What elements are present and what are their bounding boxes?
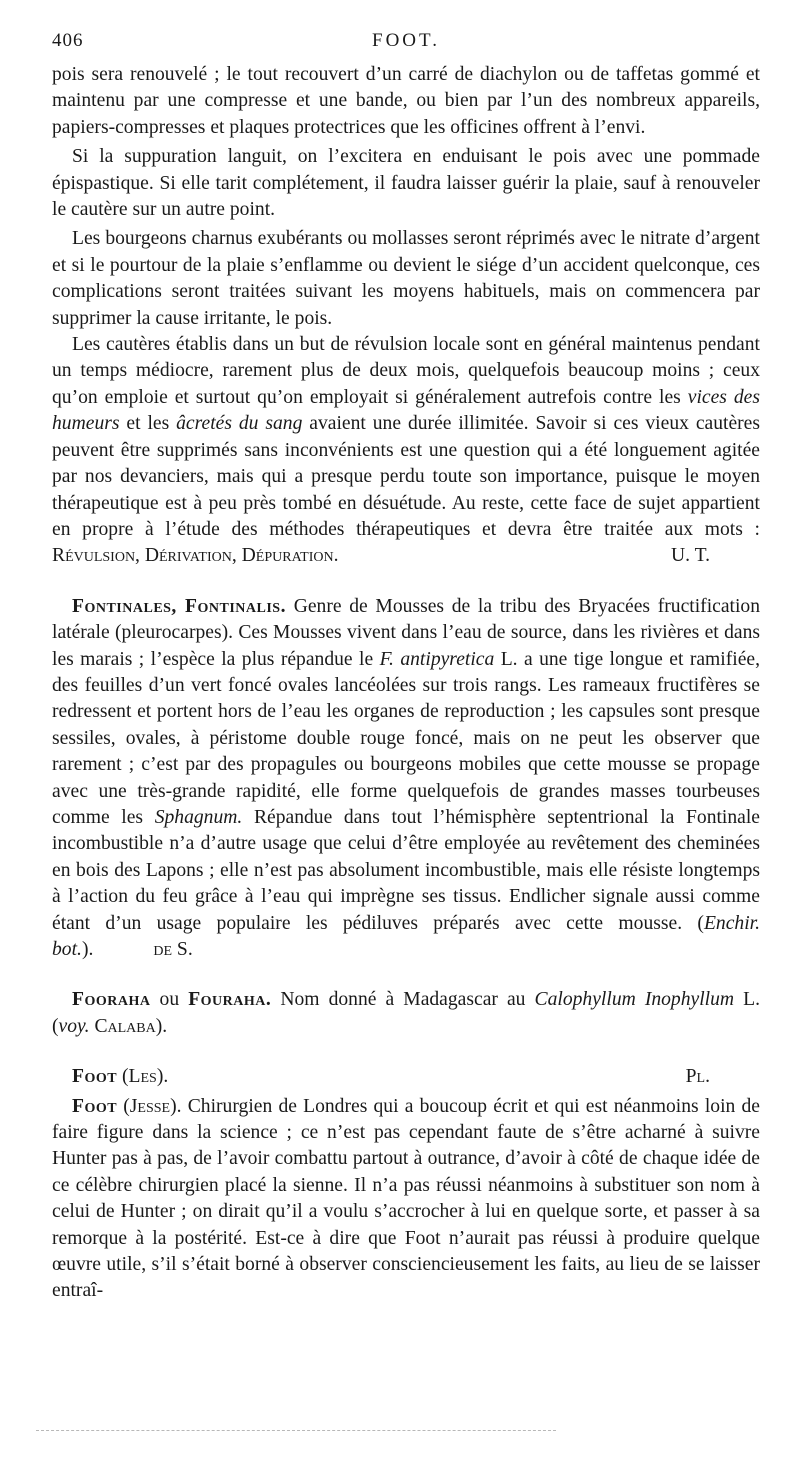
- paragraph-cauteres: [52, 332, 760, 570]
- page-body: [52, 62, 760, 1305]
- entry-fooraha: [52, 987, 760, 1040]
- page-header: [52, 30, 760, 60]
- italic-phrase: Sphagnum.: [154, 806, 243, 828]
- paragraph-continued: [52, 62, 760, 141]
- entry-foot-jesse: [52, 1094, 760, 1305]
- entry-text: Nom donné à Madagascar au: [280, 989, 526, 1011]
- entry-headword-variant: Fouraha.: [188, 989, 272, 1011]
- author-signature: U. T.: [670, 545, 710, 567]
- cross-references: Révulsion, Dérivation, Dépuration.: [52, 545, 339, 567]
- paragraph-text: Les cautères établis dans un but de révulsion locale sont en général maintenus pendant un temps médiocre, rarement plus de deux mois, quelquefois beaucoup moins ; ceux qu’on emploie et surtout qu’on employait si généralement autrefois contre les: [52, 334, 760, 408]
- page-number: 406: [52, 30, 84, 51]
- paragraph-suppuration: [52, 144, 760, 223]
- paragraph-text: Les bourgeons charnus exubérants ou mollasses seront réprimés avec le nitrate d’argent et si le pourtour de la plaie s’enflamme ou devient le siége d’un accident quelconque, ces complications seront traitées suivant les moyens habituels, mais on commencera par supprimer la cause irritante, le pois.: [52, 228, 760, 329]
- entry-text: Répandue dans tout l’hémisphère septentrional la Fontinale incombustible n’a d’autre usage que celui d’être employée au revêtement des cheminées en bois des Lapons ; elle n’est pas absolument incombustible, mais elle résiste longtemps à l’action du feu grâce à l’eau qui imprègne ses tissus. Endlicher signale aussi comme étant d’un usage populaire les pédiluves préparés avec cette mousse. (: [52, 806, 761, 934]
- entry-text: Genre de Mousses de la tribu des Bryacées fructification latérale (pleurocarpes). Ces Mousses vivent dans l’eau de source, dans les rivières et dans les marais ; l’espèce la plus répandue le: [52, 595, 761, 670]
- entry-headword: Fontinales, Fontinalis.: [72, 595, 286, 617]
- paragraph-text: avaient une durée illimitée. Savoir si ces vieux cautères peuvent être supprimés sans inconvénients est une question qui a été longuement agitée par nos devanciers, mais qui a presque perdu toute son importance, puisque le moyen thérapeutique est à peu près tombé en désuétude. Au reste, cette face de sujet appartient en propre à l’étude des méthodes thérapeutiques et devra être traitée aux mots :: [52, 413, 760, 540]
- paragraph-text: Si la suppuration languit, on l’excitera en enduisant le pois avec une pommade épispastique. Si elle tarit complétement, il faudra laisser guérir la plaie, sauf à renouveler le cautère sur un autre point.: [52, 146, 760, 221]
- italic-phrase: F. antipyretica: [379, 648, 495, 670]
- italic-phrase: âcretés du sang: [176, 413, 303, 435]
- entry-text: Chirurgien de Londres qui a boucoup écrit et qui est néanmoins loin de faire figure dans la science ; ce n’est pas cependant faute de s’être acharné à suivre Hunter pas à pas, de l’avoir combattu partout à outrance, d’avoir à côté de chaque idée de ce célèbre chirurgien placé la sienne. Il n’a pas réussi néanmoins à substituer son nom à celui de Hunter ; on dirait qu’il a voulu s’accrocher à lui en quelque sorte, et passer à sa remorque à la postérité. Est-ce à dire que Foot n’aurait pas réussi à produire quelque œuvre utile, s’il s’était borné à observer consciencieusement les faits, au lieu de se laisser entraî-: [52, 1095, 760, 1302]
- running-head: FOOT.: [372, 30, 440, 51]
- entry-text: L. a une tige longue et ramifiée, des feuilles d’un vert foncé ovales lancéolées sur trois rangs. Les rameaux fructifères se redressent et portent hors de l’eau les organes de reproduction ; les capsules sont presque sessiles, ovales, à péristome double rouge foncé, mais on ne peut les observer que rarement ; c’est par des propagules ou bourgeons mobiles que cette mousse se propage avec une très-grande rapidité, elle forme quelquefois de grandes masses tourbeuses comme les: [52, 648, 760, 828]
- entry-qualifier: (Les).: [122, 1066, 169, 1088]
- cross-reference: Calaba: [94, 1015, 156, 1037]
- italic-phrase: Calophyllum Inophyllum: [534, 989, 735, 1011]
- italic-phrase: vices des humeurs: [52, 386, 760, 435]
- entry-fontinales: [52, 594, 760, 964]
- entry-foot-les: [52, 1064, 760, 1090]
- entry-text: L. (: [52, 989, 760, 1037]
- italic-phrase: voy.: [58, 1015, 90, 1037]
- entry-qualifier: (Jesse).: [123, 1095, 182, 1117]
- entry-connector: ou: [159, 989, 180, 1011]
- entry-text: ).: [81, 939, 94, 960]
- paragraph-text: pois sera renouvelé ; le tout recouvert d’un carré de diachylon ou de taffetas gommé et maintenu par une compresse et une bande, ou bien par l’un des nombreux appareils, papiers-compresses et plaques protectrices que les officines offrent à l’envi.: [52, 64, 760, 138]
- entry-text: ).: [155, 1015, 168, 1037]
- entry-headword: Fooraha: [72, 989, 151, 1011]
- italic-phrase: Enchir. bot.: [52, 912, 760, 960]
- page-bottom-rule: [36, 1430, 556, 1431]
- entry-headword: Foot: [72, 1066, 118, 1088]
- entry-headword: Foot: [72, 1095, 118, 1117]
- paragraph-bourgeons: [52, 226, 760, 332]
- paragraph-text: et les: [126, 413, 170, 435]
- author-signature: Pl.: [685, 1066, 710, 1088]
- author-signature: de S.: [153, 939, 193, 960]
